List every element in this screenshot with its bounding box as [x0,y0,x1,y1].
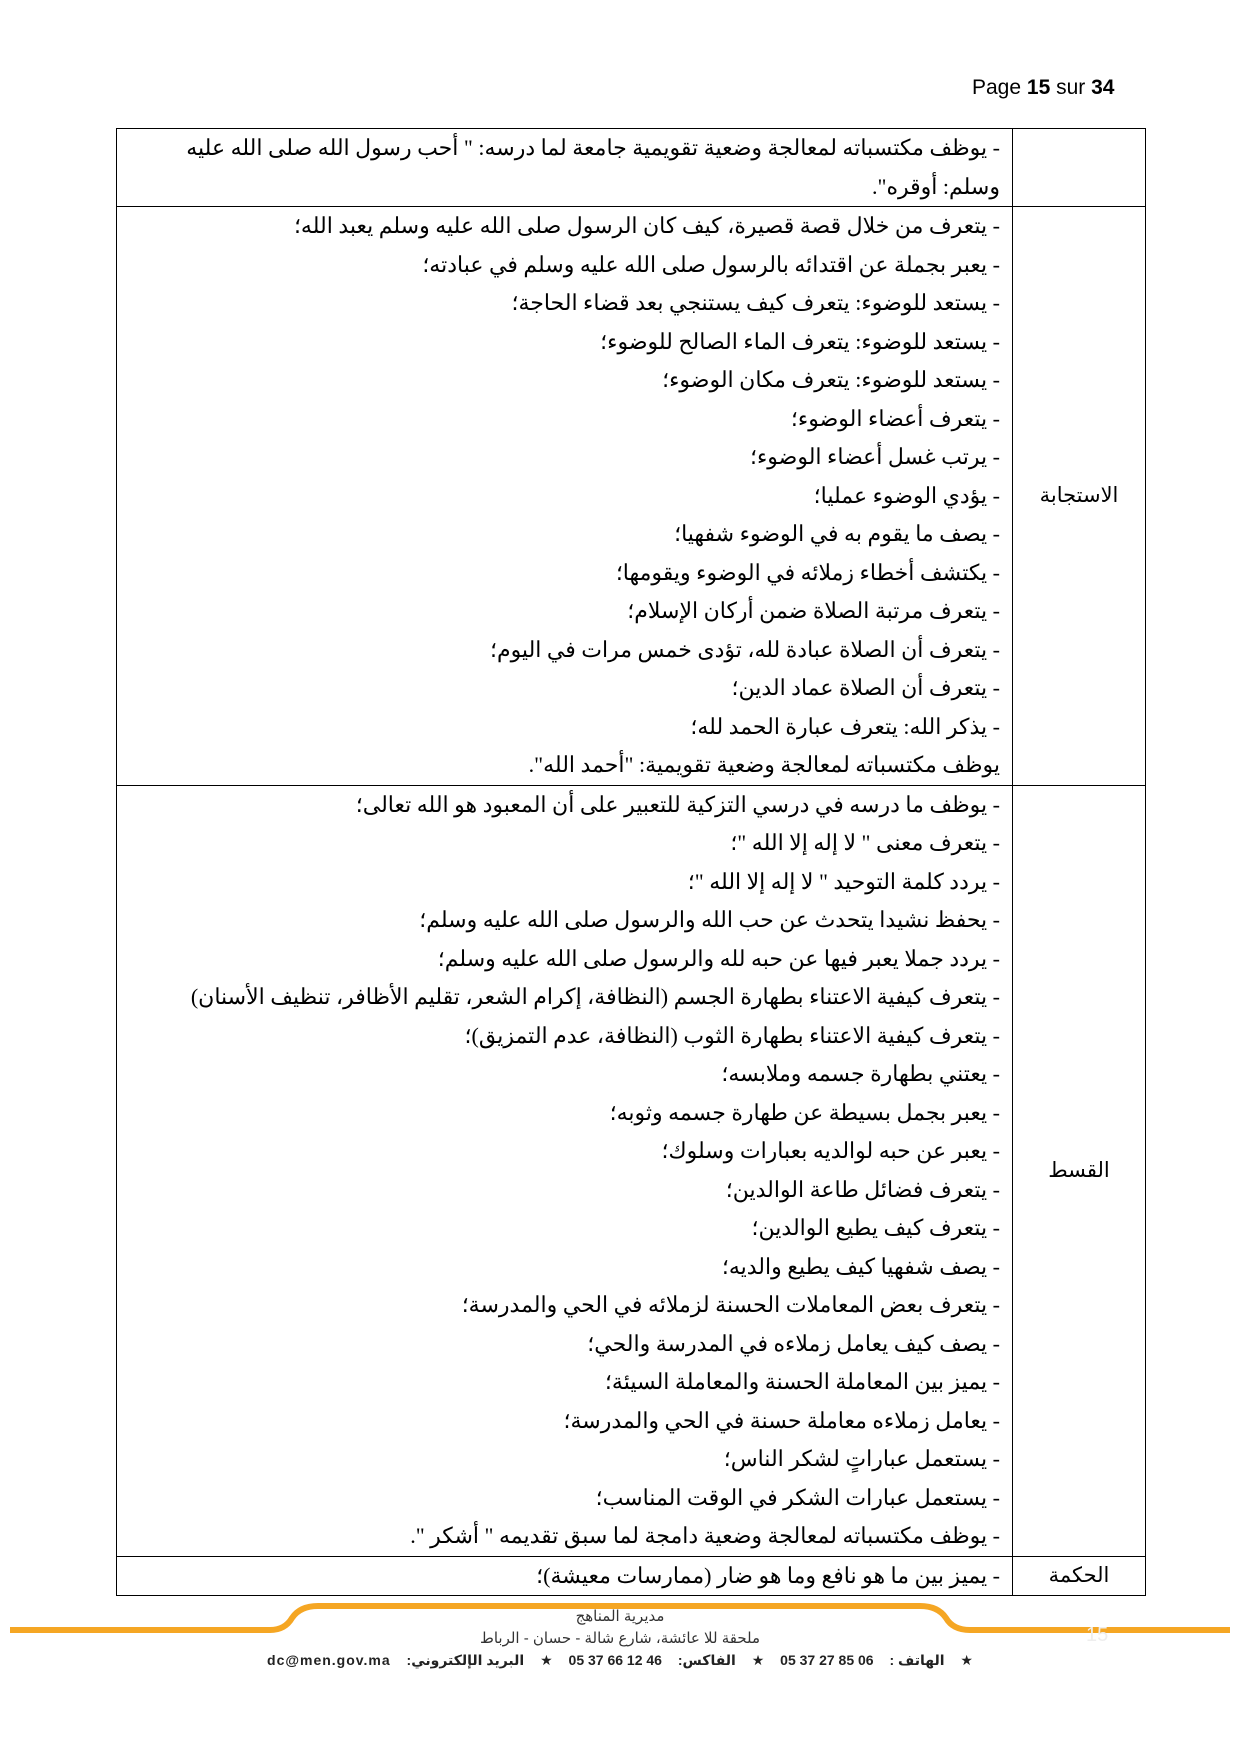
fax-number: 05 37 66 12 46 [568,1652,662,1668]
list-item: - يعبر عن حبه لوالديه بعبارات وسلوك؛ [661,1138,1000,1163]
page-current: 15 [1026,76,1051,99]
footer-contacts [0,1652,1240,1669]
row-category-label [1013,129,1146,207]
list-item: - يتعرف معنى " لا إله إلا الله "؛ [730,830,1000,855]
list-item: - يوظف مكتسباته لمعالجة وضعية تقويمية جامعة لما درسه: " أحب رسول الله صلى الله عليه وسلم: أوقره". [186,135,1000,199]
table-row [117,785,1146,1556]
list-item: - يعتني بطهارة جسمه وملابسه؛ [721,1061,1000,1086]
list-item: - يتعرف فضائل طاعة الوالدين؛ [725,1176,1000,1202]
list-item: - يتعرف مرتبة الصلاة ضمن أركان الإسلام؛ [627,598,1000,623]
list-item: - يعامل زملاءه معاملة حسنة في الحي والمدرسة؛ [563,1407,1000,1433]
table-row [117,129,1146,207]
list-item: - يذكر الله: يتعرف عبارة الحمد لله؛ [690,713,1000,739]
list-item: - يحفظ نشيدا يتحدث عن حب الله والرسول صلى الله عليه وسلم؛ [419,907,1000,932]
list-item: - يكتشف أخطاء زملائه في الوضوء ويقومها؛ [615,559,1000,585]
list-item: - يتعرف أن الصلاة عبادة لله، تؤدى خمس مرات في اليوم؛ [489,636,1000,662]
table-row [117,1556,1146,1596]
fax-label: الفاكس: [677,1652,736,1668]
list-item: - يستعمل عبارات الشكر في الوقت المناسب؛ [595,1484,1000,1510]
list-item: - يميز بين المعاملة الحسنة والمعاملة السيئة؛ [604,1369,1000,1394]
footer-org: مديرية المناهج [575,1608,665,1625]
list-item: - يتعرف كيفية الاعتناء بطهارة الثوب (النظافة، عدم التمزيق)؛ [464,1022,1000,1048]
row-category-label: الاستجابة [1013,207,1146,786]
list-item: - يستعد للوضوء: يتعرف كيف يستنجي بعد قضاء الحاجة؛ [511,290,1000,315]
list-item: - يوظف مكتسباته لمعالجة وضعية دامجة لما سبق تقديمه " أشكر ". [410,1523,1000,1548]
row-category-label: القسط [1013,785,1146,1556]
list-item: - يتعرف كيفية الاعتناء بطهارة الجسم (النظافة، إكرام الشعر، تقليم الأظافر، تنظيف الأسنان) [190,984,1000,1009]
list-item: - يصف كيف يعامل زملاءه في المدرسة والحي؛ [587,1330,1000,1356]
row-items [117,785,1013,1556]
row-items [117,207,1013,786]
list-item: - يعبر بجمل بسيطة عن طهارة جسمه وثوبه؛ [609,1099,1000,1125]
page-number [972,76,1114,100]
list-item: - يعبر بجملة عن اقتدائه بالرسول صلى الله عليه وسلم في عبادته؛ [422,251,1000,277]
list-item: يوظف مكتسباته لمعالجة وضعية تقويمية: "أحمد الله". [528,752,1000,777]
list-item: - يصف ما يقوم به في الوضوء شفهيا؛ [674,521,1000,546]
email-link[interactable]: dc@men.gov.ma [267,1652,391,1668]
list-item: - يوظف ما درسه في درسي التزكية للتعبير على أن المعبود هو الله تعالى؛ [355,791,1000,817]
list-item: - يؤدي الوضوء عمليا؛ [813,482,1000,508]
list-item: - يستعمل عباراتٍ لشكر الناس؛ [723,1446,1000,1471]
star-icon: ★ [540,1652,553,1668]
list-item: - يستعد للوضوء: يتعرف الماء الصالح للوضوء؛ [600,328,1000,354]
ghost-page-number: 15 [1086,1624,1109,1646]
phone-number: 05 37 27 85 06 [780,1652,874,1668]
row-items [117,1556,1013,1596]
list-item: - يتعرف من خلال قصة قصيرة، كيف كان الرسول صلى الله عليه وسلم يعبد الله؛ [293,213,1000,238]
list-item: - يتعرف بعض المعاملات الحسنة لزملائه في الحي والمدرسة؛ [461,1292,1000,1317]
row-category-label: الحكمة [1013,1556,1146,1596]
list-item: - يردد كلمة التوحيد " لا إله إلا الله "؛ [687,868,1000,894]
list-item: - يستعد للوضوء: يتعرف مكان الوضوء؛ [662,367,1000,392]
list-item: - يرتب غسل أعضاء الوضوء؛ [749,444,1000,469]
list-item: - يردد جملا يعبر فيها عن حبه لله والرسول صلى الله عليه وسلم؛ [437,945,1000,971]
star-icon: ★ [960,1652,973,1668]
page-sep: sur [1056,76,1086,99]
list-item: - يتعرف أعضاء الوضوء؛ [790,405,1000,431]
phone-label: الهاتف : [889,1652,945,1668]
curriculum-table [116,128,1146,1596]
star-icon: ★ [751,1652,765,1668]
list-item: - يتعرف أن الصلاة عماد الدين؛ [731,675,1000,700]
page-label: Page [972,76,1022,99]
list-item: - يتعرف كيف يطيع الوالدين؛ [751,1215,1000,1240]
row-items [117,129,1013,207]
email-label: البريد الإلكتروني: [406,1652,525,1668]
list-item: - يصف شفهيا كيف يطيع والديه؛ [721,1253,1000,1279]
list-item: - يميز بين ما هو نافع وما هو ضار (ممارسات معيشة)؛ [536,1562,1000,1588]
page-total: 34 [1091,76,1115,99]
footer-address: ملحقة للا عائشة، شارع شالة - حسان - الرباط [479,1630,761,1647]
table-row [117,207,1146,786]
